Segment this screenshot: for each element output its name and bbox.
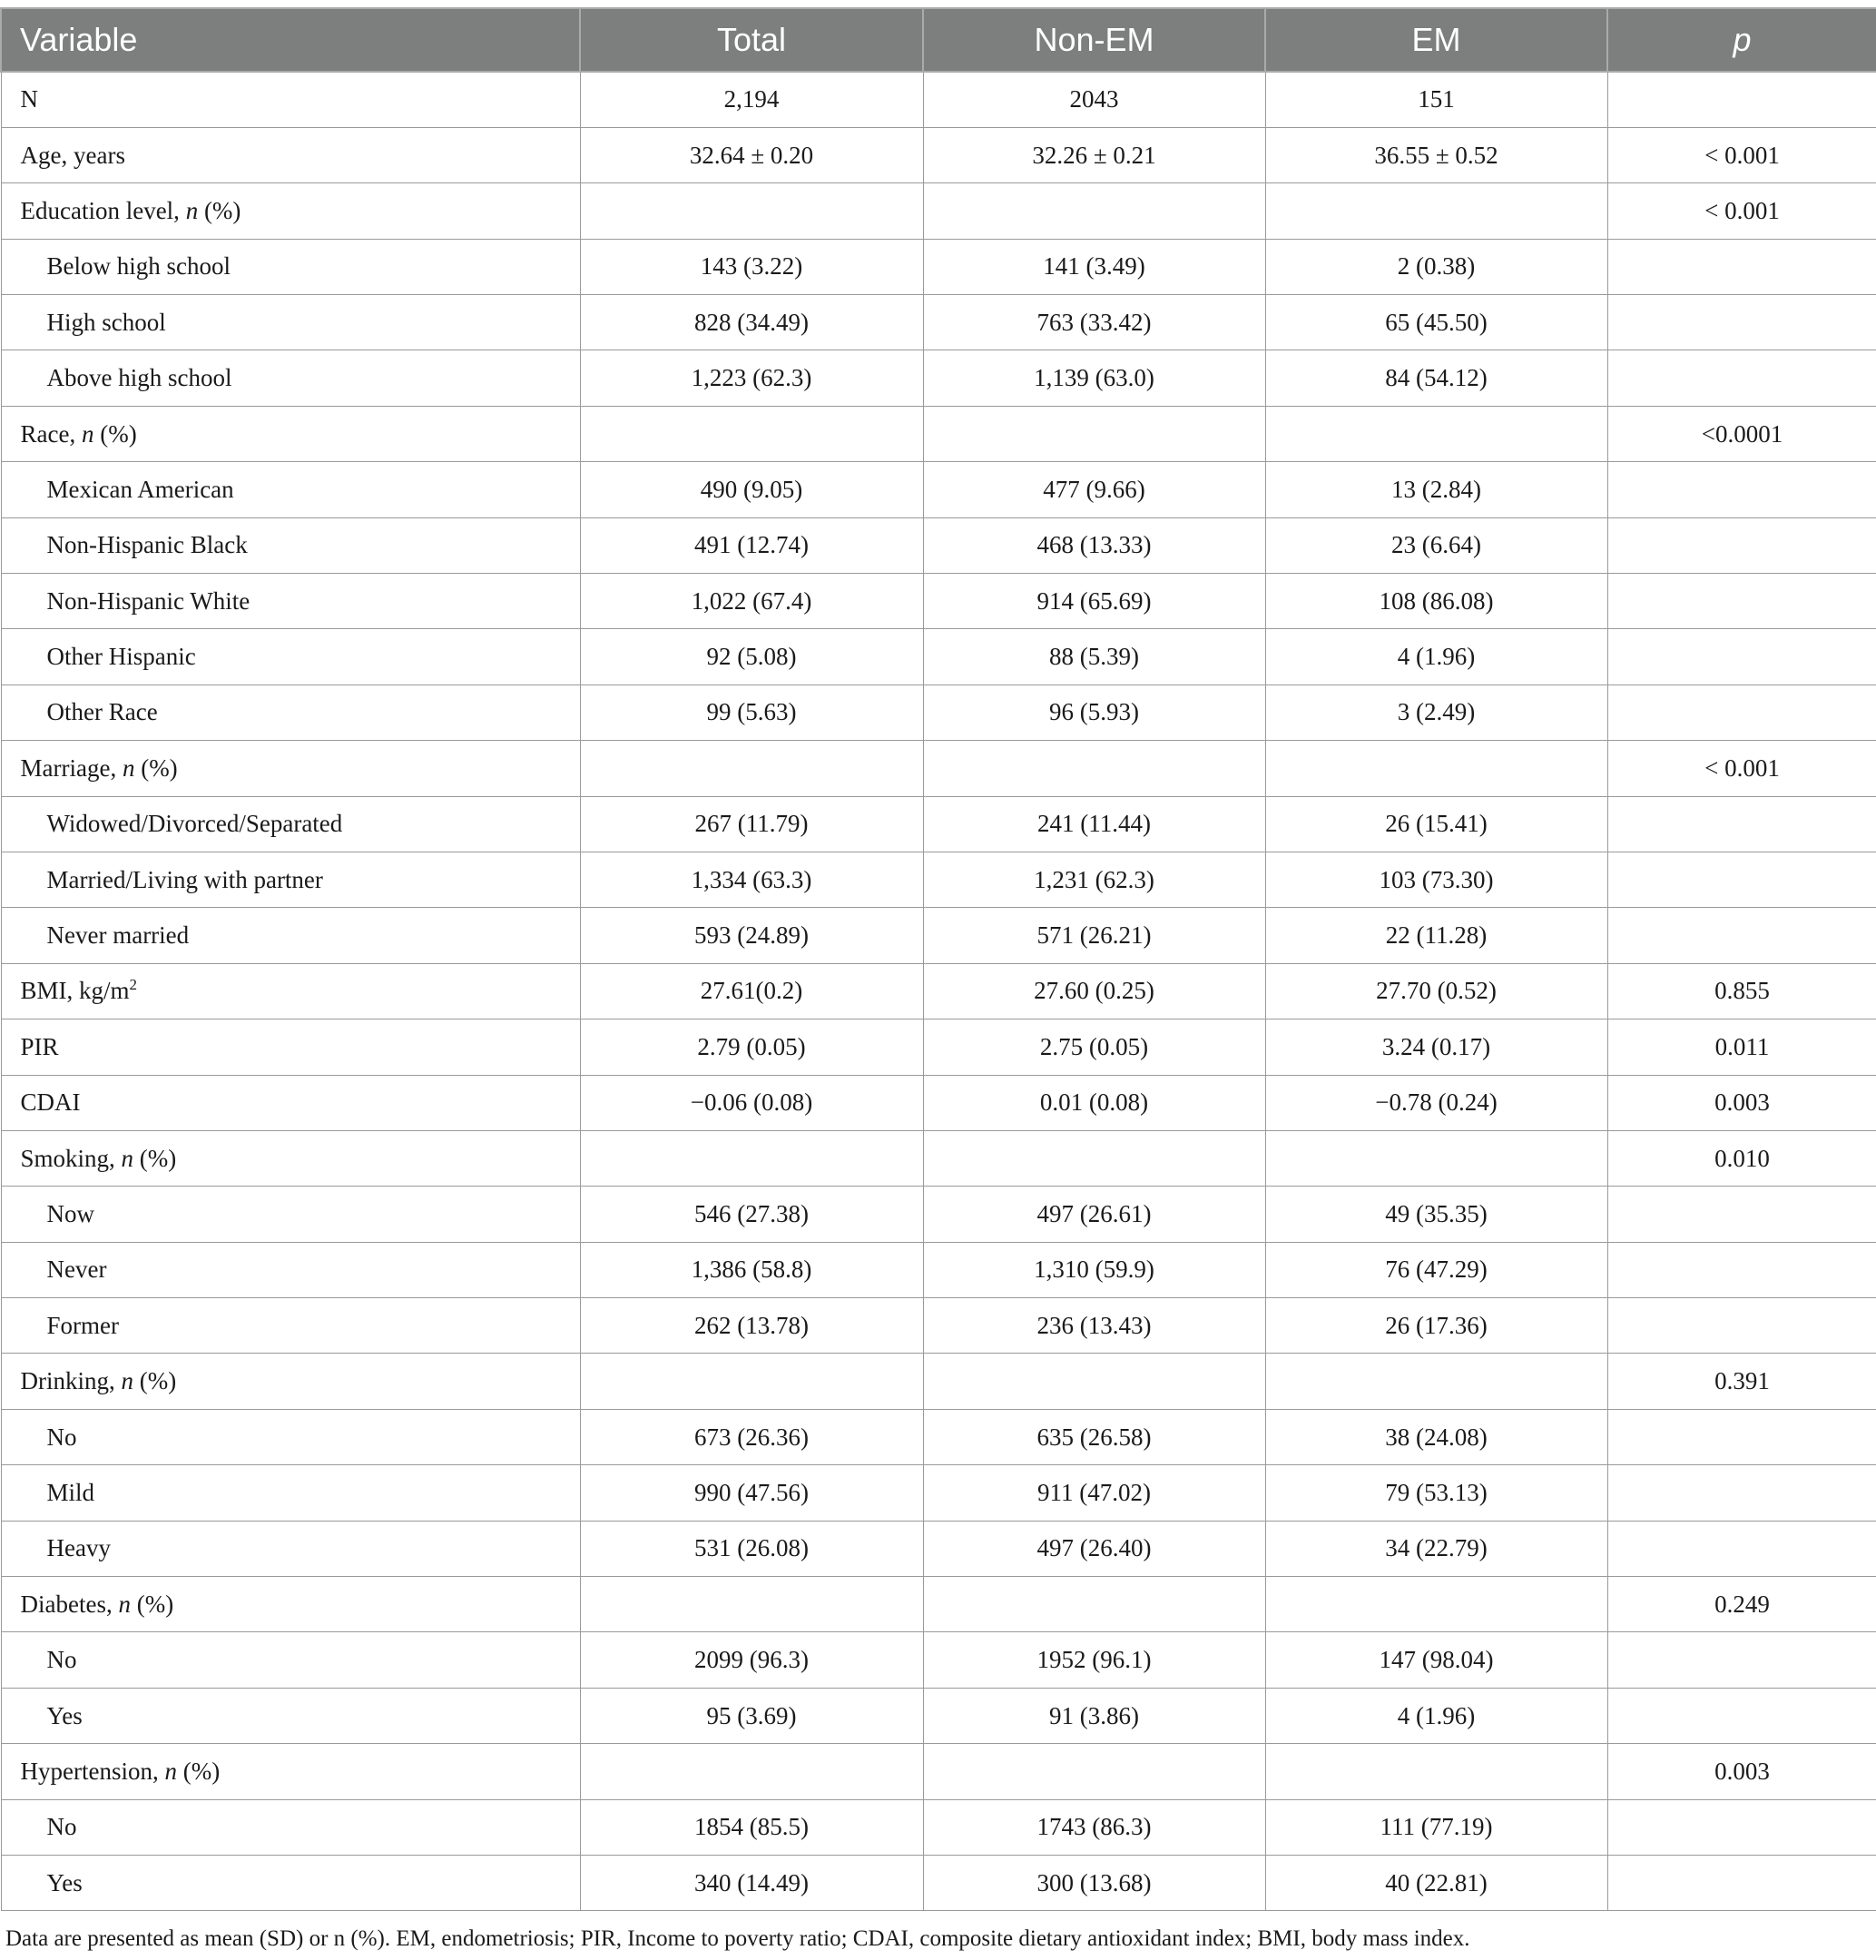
cell-p-value bbox=[1607, 1465, 1876, 1521]
cell-non-em: 2.75 (0.05) bbox=[923, 1019, 1265, 1075]
row-label-text: Other Hispanic bbox=[46, 643, 196, 671]
cell-non-em: 1,231 (62.3) bbox=[923, 852, 1265, 907]
cell-total bbox=[580, 741, 923, 796]
row-label bbox=[1, 350, 580, 406]
cell-total: 490 (9.05) bbox=[580, 462, 923, 517]
cell-total bbox=[580, 406, 923, 461]
row-label-text: Never bbox=[46, 1256, 107, 1284]
header-variable: Variable bbox=[1, 8, 580, 72]
cell-em: 49 (35.35) bbox=[1265, 1187, 1607, 1242]
table-row bbox=[1, 1744, 1876, 1799]
row-label-suffix: (%) bbox=[130, 1590, 174, 1618]
cell-non-em: 241 (11.44) bbox=[923, 796, 1265, 852]
cell-p-value bbox=[1607, 629, 1876, 685]
cell-total: 531 (26.08) bbox=[580, 1521, 923, 1576]
row-label-text: BMI, kg/m bbox=[20, 977, 130, 1005]
cell-em: 13 (2.84) bbox=[1265, 462, 1607, 517]
table-row bbox=[1, 1075, 1876, 1130]
row-label bbox=[1, 796, 580, 852]
row-label-italic: n bbox=[118, 1590, 131, 1618]
cell-non-em: 88 (5.39) bbox=[923, 629, 1265, 685]
row-label-text: Now bbox=[46, 1200, 94, 1227]
row-label bbox=[1, 462, 580, 517]
cell-p-value: < 0.001 bbox=[1607, 127, 1876, 182]
row-label-text: Married/Living with partner bbox=[46, 865, 323, 893]
table-row bbox=[1, 72, 1876, 127]
cell-total: 143 (3.22) bbox=[580, 239, 923, 294]
table-row bbox=[1, 741, 1876, 796]
table-row bbox=[1, 1632, 1876, 1688]
cell-em bbox=[1265, 1130, 1607, 1186]
cell-em: 4 (1.96) bbox=[1265, 1688, 1607, 1743]
table-row bbox=[1, 1130, 1876, 1186]
table-row bbox=[1, 1577, 1876, 1632]
row-label bbox=[1, 1744, 580, 1799]
row-label-text: Mexican American bbox=[46, 475, 234, 503]
cell-em: 23 (6.64) bbox=[1265, 517, 1607, 573]
table-row bbox=[1, 406, 1876, 461]
cell-p-value bbox=[1607, 685, 1876, 740]
row-label-italic: n bbox=[185, 196, 199, 224]
cell-em: 27.70 (0.52) bbox=[1265, 963, 1607, 1019]
cell-non-em: 914 (65.69) bbox=[923, 574, 1265, 629]
cell-total: 340 (14.49) bbox=[580, 1856, 923, 1911]
cell-non-em: 2043 bbox=[923, 72, 1265, 127]
cell-em: 34 (22.79) bbox=[1265, 1521, 1607, 1576]
header-total: Total bbox=[580, 8, 923, 72]
cell-p-value bbox=[1607, 908, 1876, 963]
row-label-italic: n bbox=[122, 753, 135, 782]
cell-p-value: < 0.001 bbox=[1607, 741, 1876, 796]
cell-non-em: 141 (3.49) bbox=[923, 239, 1265, 294]
row-label bbox=[1, 963, 580, 1019]
cell-p-value bbox=[1607, 1688, 1876, 1743]
cell-total: 1854 (85.5) bbox=[580, 1799, 923, 1855]
cell-non-em bbox=[923, 183, 1265, 239]
cell-total: 1,386 (58.8) bbox=[580, 1242, 923, 1297]
table-row bbox=[1, 1298, 1876, 1354]
cell-total: 1,223 (62.3) bbox=[580, 350, 923, 406]
cell-em: 2 (0.38) bbox=[1265, 239, 1607, 294]
cell-total: 673 (26.36) bbox=[580, 1409, 923, 1464]
table-row bbox=[1, 1799, 1876, 1855]
cell-p-value: 0.003 bbox=[1607, 1744, 1876, 1799]
cell-em: 3 (2.49) bbox=[1265, 685, 1607, 740]
cell-non-em: 96 (5.93) bbox=[923, 685, 1265, 740]
table-row bbox=[1, 1856, 1876, 1911]
row-label bbox=[1, 1075, 580, 1130]
row-label bbox=[1, 1799, 580, 1855]
row-label bbox=[1, 127, 580, 182]
cell-em: 108 (86.08) bbox=[1265, 574, 1607, 629]
cell-em: 79 (53.13) bbox=[1265, 1465, 1607, 1521]
cell-total: 99 (5.63) bbox=[580, 685, 923, 740]
row-label-text: Mild bbox=[46, 1478, 95, 1506]
cell-em bbox=[1265, 1744, 1607, 1799]
table-row bbox=[1, 1465, 1876, 1521]
row-label bbox=[1, 517, 580, 573]
cell-p-value bbox=[1607, 852, 1876, 907]
cell-p-value: 0.249 bbox=[1607, 1577, 1876, 1632]
cell-non-em: 91 (3.86) bbox=[923, 1688, 1265, 1743]
row-label-text: Education level, bbox=[20, 196, 186, 224]
cell-non-em: 236 (13.43) bbox=[923, 1298, 1265, 1354]
cell-non-em: 571 (26.21) bbox=[923, 908, 1265, 963]
row-label-text: Marriage, bbox=[20, 753, 123, 782]
cell-em bbox=[1265, 183, 1607, 239]
cell-p-value bbox=[1607, 350, 1876, 406]
cell-p-value bbox=[1607, 796, 1876, 852]
cell-em: 147 (98.04) bbox=[1265, 1632, 1607, 1688]
cell-non-em: 1,310 (59.9) bbox=[923, 1242, 1265, 1297]
row-label bbox=[1, 1298, 580, 1354]
cell-em: 36.55 ± 0.52 bbox=[1265, 127, 1607, 182]
row-label-text: No bbox=[46, 1423, 77, 1451]
table-row bbox=[1, 1019, 1876, 1075]
cell-total bbox=[580, 1130, 923, 1186]
table-row bbox=[1, 1409, 1876, 1464]
cell-non-em: 0.01 (0.08) bbox=[923, 1075, 1265, 1130]
cell-p-value bbox=[1607, 462, 1876, 517]
row-label-text: Never married bbox=[46, 921, 190, 950]
table-row bbox=[1, 1242, 1876, 1297]
header-non-em: Non-EM bbox=[923, 8, 1265, 72]
cell-p-value bbox=[1607, 1521, 1876, 1576]
cell-non-em: 468 (13.33) bbox=[923, 517, 1265, 573]
cell-total: 32.64 ± 0.20 bbox=[580, 127, 923, 182]
row-label-text: No bbox=[46, 1813, 77, 1841]
row-label-suffix: (%) bbox=[133, 1367, 177, 1395]
row-label-text: Hypertension, bbox=[20, 1757, 165, 1785]
row-label bbox=[1, 1521, 580, 1576]
cell-total: 2099 (96.3) bbox=[580, 1632, 923, 1688]
row-label-italic: n bbox=[81, 419, 94, 448]
row-label-text: Non-Hispanic White bbox=[46, 586, 250, 615]
cell-total: 1,334 (63.3) bbox=[580, 852, 923, 907]
cell-p-value bbox=[1607, 239, 1876, 294]
cell-total: −0.06 (0.08) bbox=[580, 1075, 923, 1130]
row-label bbox=[1, 1577, 580, 1632]
cell-non-em: 497 (26.40) bbox=[923, 1521, 1265, 1576]
row-label-text: Other Race bbox=[46, 698, 158, 726]
cell-p-value bbox=[1607, 1298, 1876, 1354]
cell-em: 40 (22.81) bbox=[1265, 1856, 1607, 1911]
row-label bbox=[1, 72, 580, 127]
row-label-suffix: (%) bbox=[93, 419, 137, 448]
row-label bbox=[1, 239, 580, 294]
row-label-text: Yes bbox=[46, 1701, 83, 1729]
cell-total: 92 (5.08) bbox=[580, 629, 923, 685]
cell-total bbox=[580, 1744, 923, 1799]
cell-total: 95 (3.69) bbox=[580, 1688, 923, 1743]
cell-total: 2.79 (0.05) bbox=[580, 1019, 923, 1075]
cell-p-value bbox=[1607, 1187, 1876, 1242]
cell-em: 103 (73.30) bbox=[1265, 852, 1607, 907]
cell-em bbox=[1265, 1577, 1607, 1632]
cell-non-em bbox=[923, 741, 1265, 796]
table-row bbox=[1, 963, 1876, 1019]
cell-non-em: 477 (9.66) bbox=[923, 462, 1265, 517]
row-label bbox=[1, 1242, 580, 1297]
cell-p-value bbox=[1607, 295, 1876, 350]
table-row bbox=[1, 183, 1876, 239]
cell-p-value: 0.855 bbox=[1607, 963, 1876, 1019]
cell-p-value bbox=[1607, 517, 1876, 573]
cell-em bbox=[1265, 1354, 1607, 1409]
table-row bbox=[1, 517, 1876, 573]
cell-total: 1,022 (67.4) bbox=[580, 574, 923, 629]
cell-non-em bbox=[923, 406, 1265, 461]
header-em: EM bbox=[1265, 8, 1607, 72]
cell-p-value: < 0.001 bbox=[1607, 183, 1876, 239]
cell-total: 2,194 bbox=[580, 72, 923, 127]
table-header-row bbox=[1, 8, 1876, 72]
row-label-text: Diabetes, bbox=[20, 1590, 119, 1618]
cell-em: 26 (15.41) bbox=[1265, 796, 1607, 852]
cell-em: 38 (24.08) bbox=[1265, 1409, 1607, 1464]
baseline-characteristics-table bbox=[0, 7, 1876, 1911]
table-row bbox=[1, 1354, 1876, 1409]
cell-p-value: 0.391 bbox=[1607, 1354, 1876, 1409]
cell-em: 65 (45.50) bbox=[1265, 295, 1607, 350]
row-label bbox=[1, 908, 580, 963]
row-label bbox=[1, 852, 580, 907]
cell-p-value bbox=[1607, 1632, 1876, 1688]
cell-non-em bbox=[923, 1744, 1265, 1799]
row-label bbox=[1, 629, 580, 685]
cell-non-em: 763 (33.42) bbox=[923, 295, 1265, 350]
row-label-suffix: (%) bbox=[134, 753, 178, 782]
row-label-italic: n bbox=[121, 1367, 133, 1395]
cell-total: 828 (34.49) bbox=[580, 295, 923, 350]
table-row bbox=[1, 908, 1876, 963]
row-label-text: PIR bbox=[20, 1032, 59, 1060]
table-row bbox=[1, 350, 1876, 406]
table-row bbox=[1, 1688, 1876, 1743]
cell-em: 22 (11.28) bbox=[1265, 908, 1607, 963]
table-row bbox=[1, 127, 1876, 182]
row-label bbox=[1, 1130, 580, 1186]
row-label bbox=[1, 1409, 580, 1464]
cell-non-em: 497 (26.61) bbox=[923, 1187, 1265, 1242]
cell-non-em: 32.26 ± 0.21 bbox=[923, 127, 1265, 182]
table-row bbox=[1, 852, 1876, 907]
row-label-text: Heavy bbox=[46, 1534, 111, 1562]
cell-p-value bbox=[1607, 1242, 1876, 1297]
cell-non-em: 635 (26.58) bbox=[923, 1409, 1265, 1464]
cell-total: 262 (13.78) bbox=[580, 1298, 923, 1354]
cell-p-value: 0.011 bbox=[1607, 1019, 1876, 1075]
row-label bbox=[1, 183, 580, 239]
row-label bbox=[1, 1632, 580, 1688]
row-label-text: No bbox=[46, 1646, 77, 1674]
table-row bbox=[1, 629, 1876, 685]
table-row bbox=[1, 1521, 1876, 1576]
row-label bbox=[1, 1465, 580, 1521]
row-label-text: Smoking, bbox=[20, 1144, 122, 1172]
row-label bbox=[1, 1019, 580, 1075]
row-label-text: Above high school bbox=[46, 364, 232, 392]
row-label-text: Below high school bbox=[46, 252, 231, 281]
row-label-italic: n bbox=[164, 1757, 177, 1785]
cell-p-value bbox=[1607, 1409, 1876, 1464]
cell-p-value bbox=[1607, 72, 1876, 127]
cell-total: 267 (11.79) bbox=[580, 796, 923, 852]
table-row bbox=[1, 685, 1876, 740]
row-label-suffix: (%) bbox=[198, 196, 241, 224]
cell-em: 111 (77.19) bbox=[1265, 1799, 1607, 1855]
row-label bbox=[1, 406, 580, 461]
cell-em: 76 (47.29) bbox=[1265, 1242, 1607, 1297]
table-row bbox=[1, 1187, 1876, 1242]
cell-em: 26 (17.36) bbox=[1265, 1298, 1607, 1354]
cell-total bbox=[580, 1354, 923, 1409]
row-label bbox=[1, 741, 580, 796]
row-label bbox=[1, 685, 580, 740]
row-label bbox=[1, 1354, 580, 1409]
row-label-text: Widowed/Divorced/Separated bbox=[46, 810, 343, 838]
table-row bbox=[1, 462, 1876, 517]
row-label bbox=[1, 1187, 580, 1242]
cell-non-em: 300 (13.68) bbox=[923, 1856, 1265, 1911]
table-row bbox=[1, 295, 1876, 350]
cell-total bbox=[580, 183, 923, 239]
row-label-text: High school bbox=[46, 308, 166, 336]
cell-p-value: 0.010 bbox=[1607, 1130, 1876, 1186]
cell-non-em: 1952 (96.1) bbox=[923, 1632, 1265, 1688]
table-container bbox=[0, 7, 1876, 1911]
cell-p-value bbox=[1607, 574, 1876, 629]
cell-total: 27.61(0.2) bbox=[580, 963, 923, 1019]
cell-p-value: 0.003 bbox=[1607, 1075, 1876, 1130]
row-label-italic: n bbox=[121, 1144, 134, 1172]
cell-em: 4 (1.96) bbox=[1265, 629, 1607, 685]
cell-non-em: 27.60 (0.25) bbox=[923, 963, 1265, 1019]
cell-em bbox=[1265, 406, 1607, 461]
row-label bbox=[1, 574, 580, 629]
cell-em: 84 (54.12) bbox=[1265, 350, 1607, 406]
row-label-text: Former bbox=[46, 1311, 119, 1339]
cell-total: 990 (47.56) bbox=[580, 1465, 923, 1521]
cell-non-em bbox=[923, 1577, 1265, 1632]
cell-non-em: 1,139 (63.0) bbox=[923, 350, 1265, 406]
cell-em: 3.24 (0.17) bbox=[1265, 1019, 1607, 1075]
cell-p-value bbox=[1607, 1856, 1876, 1911]
cell-em: −0.78 (0.24) bbox=[1265, 1075, 1607, 1130]
cell-non-em: 911 (47.02) bbox=[923, 1465, 1265, 1521]
cell-p-value: <0.0001 bbox=[1607, 406, 1876, 461]
row-label-text: Yes bbox=[46, 1868, 83, 1896]
row-label bbox=[1, 1856, 580, 1911]
row-label-text: Non-Hispanic Black bbox=[46, 531, 248, 559]
row-label-suffix: (%) bbox=[133, 1144, 177, 1172]
cell-em bbox=[1265, 741, 1607, 796]
cell-total: 593 (24.89) bbox=[580, 908, 923, 963]
row-label bbox=[1, 1688, 580, 1743]
table-footnote: Data are presented as mean (SD) or n (%). EM, endometriosis; PIR, Income to poverty ratio; CDAI, composite dietary antioxidant index; BMI, body mass index. bbox=[5, 1926, 1470, 1951]
cell-non-em: 1743 (86.3) bbox=[923, 1799, 1265, 1855]
row-label-suffix: (%) bbox=[176, 1757, 221, 1785]
cell-total bbox=[580, 1577, 923, 1632]
table-row bbox=[1, 574, 1876, 629]
cell-non-em bbox=[923, 1354, 1265, 1409]
cell-em: 151 bbox=[1265, 72, 1607, 127]
cell-total: 491 (12.74) bbox=[580, 517, 923, 573]
cell-p-value bbox=[1607, 1799, 1876, 1855]
row-label-text: Drinking, bbox=[20, 1367, 122, 1395]
row-label-text: Age, years bbox=[20, 141, 125, 169]
cell-non-em bbox=[923, 1130, 1265, 1186]
table-row bbox=[1, 239, 1876, 294]
row-label-text: N bbox=[20, 85, 38, 113]
cell-total: 546 (27.38) bbox=[580, 1187, 923, 1242]
header-p-value: p bbox=[1607, 8, 1876, 72]
table-row bbox=[1, 796, 1876, 852]
row-label-text: Race, bbox=[20, 419, 82, 448]
row-label-superscript: 2 bbox=[129, 976, 138, 994]
row-label bbox=[1, 295, 580, 350]
table-body bbox=[1, 72, 1876, 1911]
row-label-text: CDAI bbox=[20, 1088, 81, 1117]
